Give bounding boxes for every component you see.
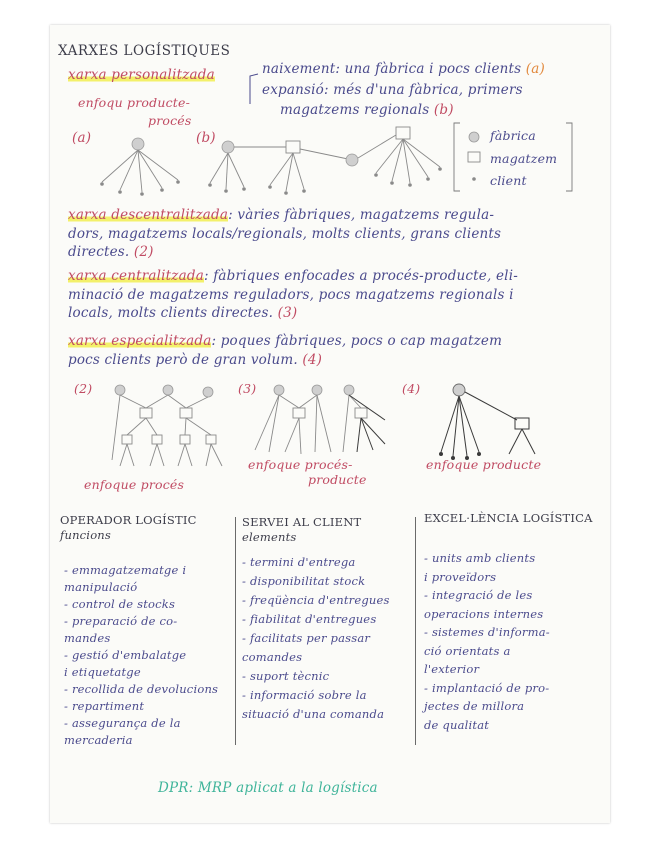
brace-icon xyxy=(246,72,260,106)
list-item: l'exterior xyxy=(424,662,480,676)
xe-label: xarxa especialitzada xyxy=(68,333,212,349)
xd-label: xarxa descentralitzada xyxy=(68,207,229,223)
xe-line1: : poques fàbriques, pocs o cap magatzem xyxy=(211,333,503,349)
col3-title: EXCEL·LÈNCIA LOGÍSTICA xyxy=(424,511,593,525)
list-item: situació d'una comanda xyxy=(242,707,385,721)
legend-fabrica: fàbrica xyxy=(490,128,536,143)
col1-subtitle: funcions xyxy=(60,528,112,542)
list-item: - integració de les xyxy=(424,588,533,602)
xp-line2: expansió: més d'una fàbrica, primers xyxy=(262,82,523,98)
caption-4: enfoque producte xyxy=(426,457,542,472)
list-item: - disponibilitat stock xyxy=(242,574,366,588)
xp-enfoc-2: procés xyxy=(148,113,192,128)
network-b-diagram xyxy=(200,125,450,200)
xp-label: xarxa personalitzada xyxy=(68,67,215,83)
list-item: - suport tècnic xyxy=(242,669,330,683)
footer-note: DPR: MRP aplicat a la logística xyxy=(158,780,378,796)
caption-3a: enfoque procés- xyxy=(248,457,353,472)
list-item: i etiquetatge xyxy=(64,665,141,679)
xc-line1: : fàbriques enfocades a procés-producte, eli- xyxy=(203,268,518,284)
list-item: - assegurança de la xyxy=(64,716,181,730)
col1-title: OPERADOR LOGÍSTIC xyxy=(60,513,197,527)
diag-b-label: (b) xyxy=(196,130,216,146)
col2-subtitle: elements xyxy=(242,530,297,544)
xe-tag: (4) xyxy=(302,352,323,368)
list-item: - units amb clients xyxy=(424,551,536,565)
xp-line1-tag: (a) xyxy=(525,61,545,77)
legend-client: client xyxy=(490,173,527,188)
xd-line2: dors, magatzems locals/regionals, molts clients, grans clients xyxy=(68,226,502,242)
network-2-diagram xyxy=(90,380,240,480)
list-item: de qualitat xyxy=(424,717,490,732)
legend-magatzem: magatzem xyxy=(490,151,558,166)
network-a-diagram xyxy=(80,130,190,200)
list-item: mercaderia xyxy=(64,733,133,747)
diag-3-label: (3) xyxy=(238,381,257,396)
diag-2-label: (2) xyxy=(74,381,93,396)
caption-2: enfoque procés xyxy=(84,477,185,492)
xd-line3: directes. xyxy=(68,244,130,260)
list-item: - freqüència d'entregues xyxy=(242,593,390,607)
list-item: - facilitats per passar xyxy=(242,631,371,645)
column-divider-2 xyxy=(415,517,416,745)
list-item: comandes xyxy=(242,650,303,664)
list-item: - control de stocks xyxy=(64,597,176,611)
xc-tag: (3) xyxy=(277,305,298,321)
diag-4-label: (4) xyxy=(402,381,421,396)
xc-line3: locals, molts clients directes. xyxy=(68,305,274,321)
column-divider-1 xyxy=(235,517,236,745)
xp-enfoc-1: enfoqu producte- xyxy=(78,95,191,110)
xd-tag: (2) xyxy=(133,244,154,260)
list-item: jectes de millora xyxy=(424,699,525,713)
list-item: i proveïdors xyxy=(424,569,497,584)
xe-line2: pocs clients però de gran volum. xyxy=(68,352,298,368)
list-item: - emmagatzematge i xyxy=(64,563,187,577)
xd-line1: : vàries fàbriques, magatzems regula- xyxy=(228,207,495,223)
list-item: manipulació xyxy=(64,580,138,594)
xc-line2: minació de magatzems reguladors, pocs magatzems regionals i xyxy=(68,287,514,303)
list-item: mandes xyxy=(64,631,111,645)
list-item: - repartiment xyxy=(64,699,145,713)
list-item: - informació sobre la xyxy=(242,688,367,702)
list-item: - termini d'entrega xyxy=(242,555,356,569)
list-item: operacions internes xyxy=(424,606,544,621)
xp-line3: magatzems regionals xyxy=(280,102,430,118)
xp-line3-tag: (b) xyxy=(433,102,454,118)
xp-line1: naixement: una fàbrica i pocs clients xyxy=(262,61,522,77)
list-item: - implantació de pro- xyxy=(424,680,550,695)
list-item: - sistemes d'informa- xyxy=(424,625,550,639)
list-item: - fiabilitat d'entregues xyxy=(242,612,377,626)
xc-label: xarxa centralitzada xyxy=(68,268,204,284)
page-title: XARXES LOGÍSTIQUES xyxy=(58,43,231,59)
list-item: - preparació de co- xyxy=(64,614,178,628)
list-item: - recollida de devolucions xyxy=(64,682,219,696)
list-item: - gestió d'embalatge xyxy=(64,648,187,662)
caption-3b: producte xyxy=(308,472,367,487)
col2-title: SERVEI AL CLIENT xyxy=(242,515,362,529)
list-item: ció orientats a xyxy=(424,643,511,658)
diag-a-label: (a) xyxy=(72,130,92,146)
notes-page xyxy=(50,25,610,823)
